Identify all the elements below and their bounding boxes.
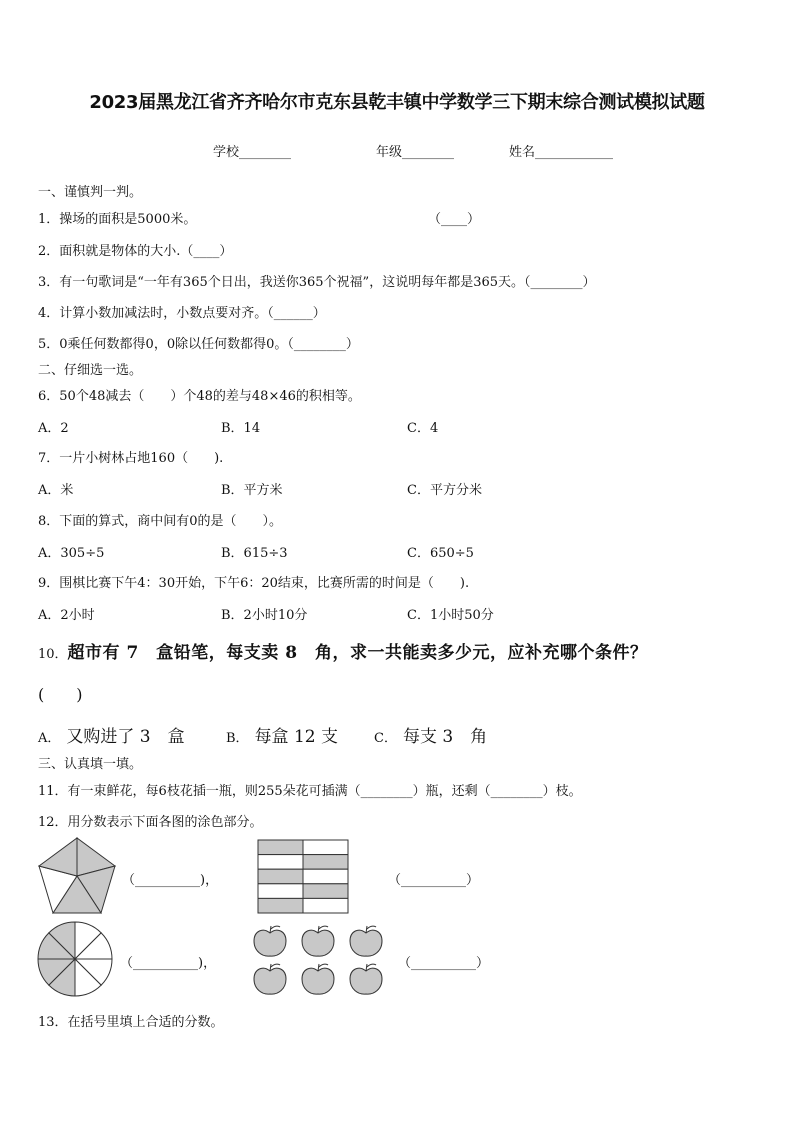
apples-figure [252,924,388,996]
section-1-heading: 一、谨慎判一判。 [38,185,143,200]
q12-text: 12．用分数表示下面各图的涂色部分。 [38,815,263,830]
circle-figure [37,921,113,997]
grid-cell [258,898,303,913]
pentagon-figure [36,837,118,915]
q2-text: 2．面积就是物体的大小.（____） [38,244,233,259]
q10-option-a[interactable] [38,722,185,747]
q9-option-b[interactable]: B．2小时10分 [221,608,308,623]
page-title: 2023届黑龙江省齐齐哈尔市克东县乾丰镇中学数学三下期末综合测试模拟试题 [89,92,705,113]
grid-cell [303,840,348,855]
q6-option-b[interactable]: B．14 [221,421,261,436]
q8-text: 8．下面的算式，商中间有0的是（ ）。 [38,514,283,529]
grade-field[interactable]: 年级________ [376,145,455,160]
q7-option-c[interactable]: C．平方分米 [407,483,482,498]
grid-cell [258,855,303,870]
q10-option-a-text: 又购进了 3 盒 [66,727,185,747]
section-3-heading: 三、认真填一填。 [38,757,143,772]
name-field[interactable]: 姓名____________ [509,145,614,160]
q10-option-b-label: B． [226,731,249,746]
q12-answer-1[interactable]: （__________)， [122,873,219,888]
section-2-heading: 二、仔细选一选。 [38,363,143,378]
q3-text: 3．有一句歌词是“一年有365个日出，我送你365个祝福”，这说明每年都是365天。（________） [38,275,596,290]
q10-option-c[interactable] [374,722,487,747]
q12-answer-2[interactable]: （__________） [388,873,480,888]
q10-option-a-label: A． [38,731,61,746]
q7-text: 7．一片小树林占地160（ ). [38,451,224,466]
q10-text: 超市有 7 盒铅笔，每支卖 8 角，求一共能卖多少元，应补充哪个条件？ [67,643,648,663]
apple-icon [254,964,286,994]
grid-cell [258,884,303,899]
grid-cell [303,898,348,913]
apple-icon [302,964,334,994]
q13-text: 13．在括号里填上合适的分数。 [38,1015,224,1030]
q1-text: 1．操场的面积是5000米。 [38,212,197,227]
q6-option-a[interactable]: A．2 [38,421,69,436]
grid-cell [303,884,348,899]
q11-text: 11．有一束鲜花，每6枝花插一瓶，则255朵花可插满（________）瓶，还剩（________）枝。 [38,784,582,799]
apple-icon [350,964,382,994]
q1-answer-blank[interactable]: （____） [428,212,481,227]
q10-option-c-label: C． [374,731,397,746]
q12-answer-3[interactable]: （__________)， [120,956,217,971]
q7-option-b[interactable]: B．平方米 [221,483,283,498]
q6-option-c[interactable]: C．4 [407,421,439,436]
grid-cell [303,869,348,884]
apple-icon [302,926,334,956]
apple-icon [350,926,382,956]
q10-option-b[interactable] [226,722,338,747]
q8-option-c[interactable]: C．650÷5 [407,546,474,561]
q8-option-a[interactable]: A．305÷5 [38,546,105,561]
grid-cell [303,855,348,870]
q10-number: 10． [38,647,68,662]
q10-option-c-text: 每支 3 角 [402,727,488,747]
q5-text: 5．0乘任何数都得0，0除以任何数都得0。（________） [38,337,359,352]
apple-icon [254,926,286,956]
q12-answer-4[interactable]: （__________） [398,956,490,971]
q10-option-b-text: 每盒 12 支 [254,727,339,747]
q9-option-c[interactable]: C．1小时50分 [407,608,494,623]
grid-cell [258,869,303,884]
school-field[interactable]: 学校________ [213,145,292,160]
q10-question [38,638,648,663]
grid-cell [258,840,303,855]
q7-option-a[interactable]: A．米 [38,483,74,498]
q8-option-b[interactable]: B．615÷3 [221,546,288,561]
q9-text: 9．围棋比赛下午4：30开始，下午6：20结束，比赛所需的时间是（ ). [38,576,470,591]
grid-figure [257,839,349,914]
q6-text: 6．50个48减去（ ）个48的差与48×46的积相等。 [38,389,361,404]
q9-option-a[interactable]: A．2小时 [38,608,95,623]
q4-text: 4．计算小数加减法时，小数点要对齐。（______） [38,306,326,321]
q10-answer-paren[interactable]: ( ) [38,685,83,704]
